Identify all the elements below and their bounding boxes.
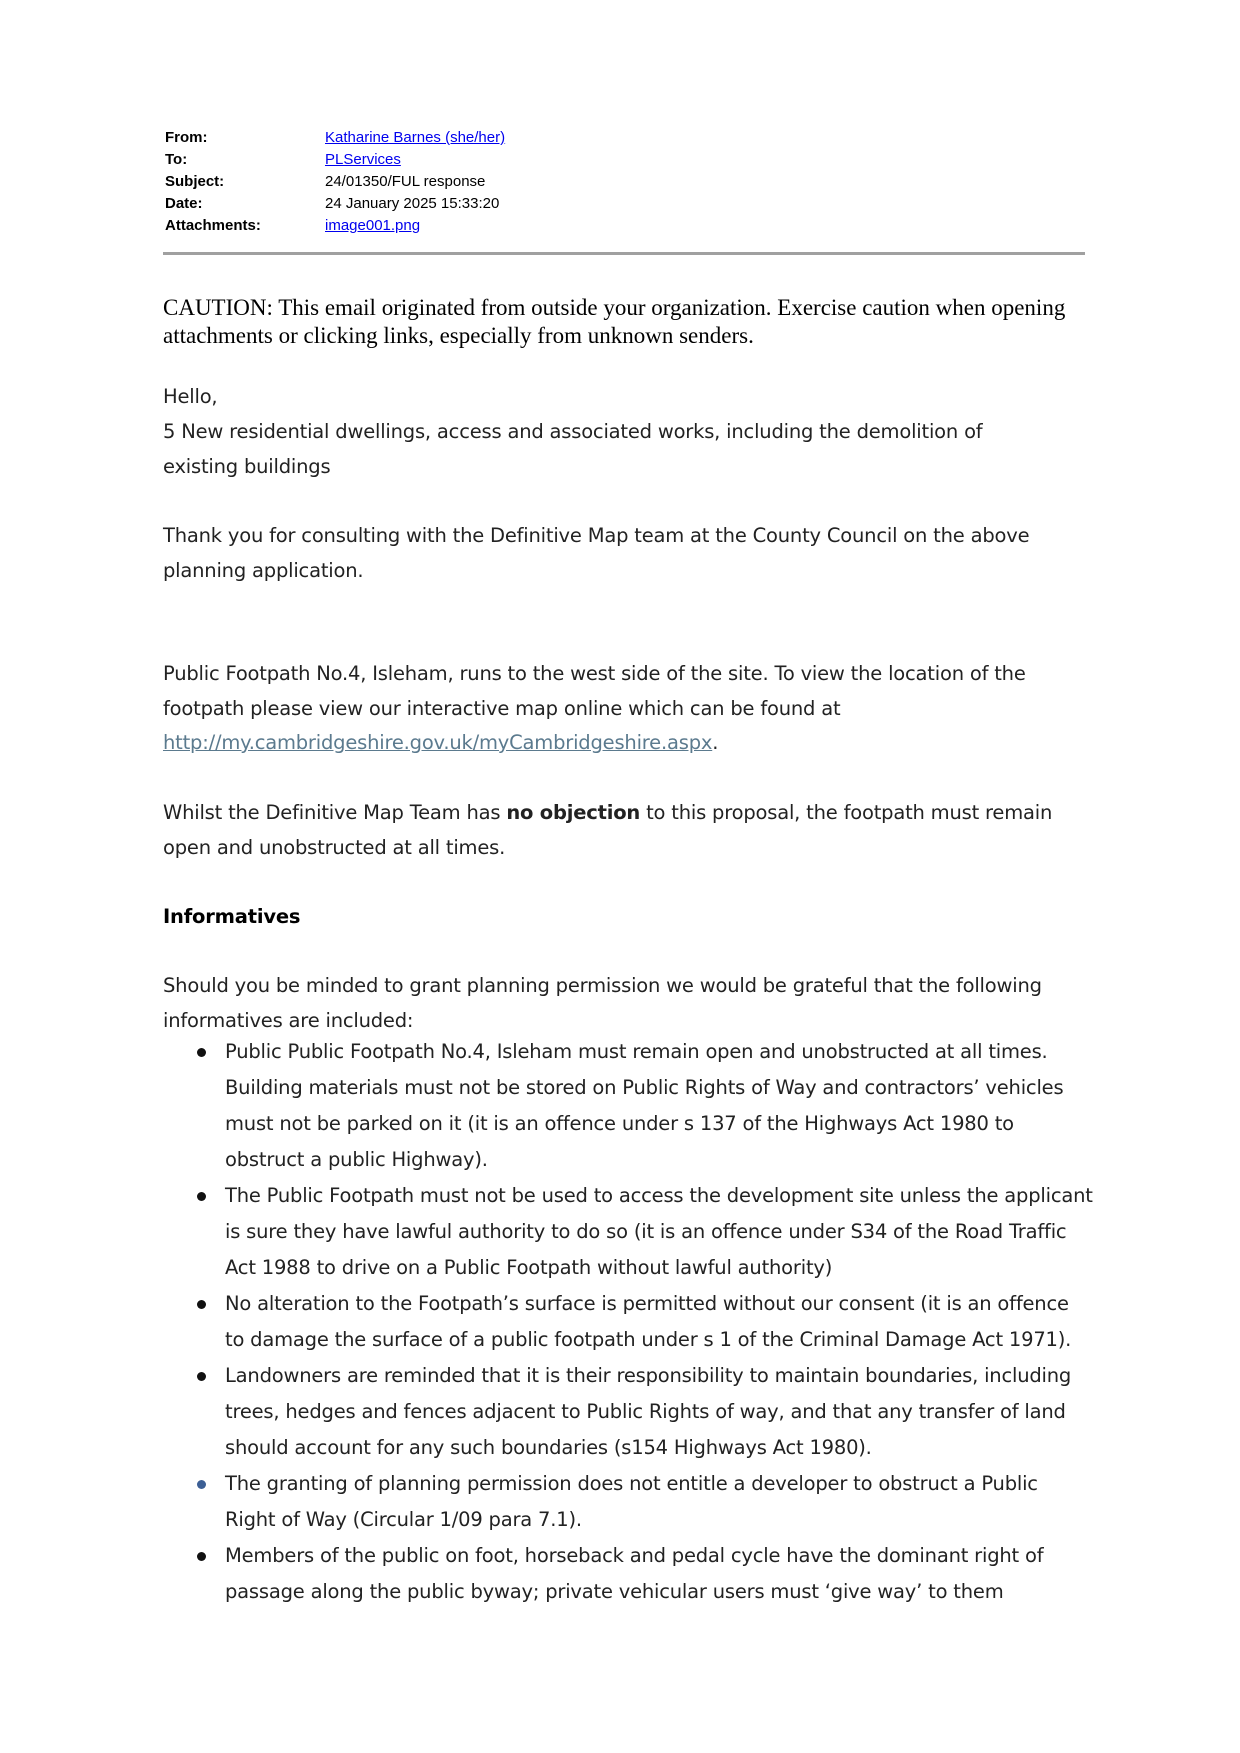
objection-paragraph [163, 796, 1093, 865]
email-header [165, 127, 505, 237]
bullet-icon [197, 1552, 206, 1561]
list-item [163, 1358, 1093, 1466]
date-row [165, 193, 505, 215]
from-label: From: [165, 129, 208, 146]
list-item-text: No alteration to the Footpath’s surface is permitted without our consent (it is an offence to damage the surface of a public footpath under s 1 of the Criminal Damage Act 1971). [225, 1292, 1072, 1351]
proposal-description: 5 New residential dwellings, access and associated works, including the demolition of existing buildings [163, 420, 983, 478]
subject-value: 24/01350/FUL response [325, 173, 486, 190]
list-item-text: Members of the public on foot, horseback and pedal cycle have the dominant right of passage along the public byway; private vehicular users must ‘give way’ to them [225, 1544, 1044, 1603]
informatives-list [163, 1034, 1093, 1610]
url-period: . [712, 731, 719, 754]
attachments-row [165, 215, 505, 237]
attachment-link[interactable]: image001.png [325, 217, 421, 234]
informatives-heading: Informatives [163, 905, 301, 928]
list-item [163, 1538, 1093, 1610]
bullet-icon [197, 1372, 206, 1381]
footpath-paragraph [163, 657, 1093, 761]
list-item [163, 1286, 1093, 1358]
list-item [163, 1178, 1093, 1286]
objection-bold: no objection [506, 801, 641, 824]
subject-row [165, 171, 505, 193]
thanks-paragraph: Thank you for consulting with the Definitive Map team at the County Council on the above planning application. [163, 524, 1030, 582]
greeting: Hello, [163, 385, 218, 408]
subject-label: Subject: [165, 173, 225, 190]
informatives-intro: Should you be minded to grant planning permission we would be grateful that the following informatives are included: [163, 974, 1042, 1032]
list-item-text: Landowners are reminded that it is their responsibility to maintain boundaries, including trees, hedges and fences adjacent to Public Rights of way, and that any transfer of land should account for any such boundaries (s154 Highways Act 1980). [225, 1364, 1072, 1459]
to-link[interactable]: PLServices [325, 151, 401, 168]
list-item-text: Public Public Footpath No.4, Isleham must remain open and unobstructed at all times. Building materials must not be stored on Public Rights of Way and contractors’ vehicles must not be parked on it (it is an offence under s 137 of the Highways Act 1980 to obstruct a public Highway). [225, 1040, 1064, 1171]
header-divider [163, 252, 1085, 255]
to-row [165, 149, 505, 171]
list-item [163, 1034, 1093, 1178]
bullet-icon [197, 1300, 206, 1309]
list-item-text: The Public Footpath must not be used to access the development site unless the applicant is sure they have lawful authority to do so (it is an offence under S34 of the Road Traffic Act 1988 to drive on a Public Footpath without lawful authority) [225, 1184, 1093, 1279]
from-link[interactable]: Katharine Barnes (she/her) [325, 129, 506, 146]
from-row [165, 127, 505, 149]
date-label: Date: [165, 195, 203, 212]
bullet-icon [197, 1192, 206, 1201]
list-item-text: The granting of planning permission does not entitle a developer to obstruct a Public Right of Way (Circular 1/09 para 7.1). [225, 1472, 1038, 1531]
to-label: To: [165, 151, 188, 168]
date-value: 24 January 2025 15:33:20 [325, 195, 500, 212]
footpath-text: Public Footpath No.4, Isleham, runs to the west side of the site. To view the location of the footpath please view our interactive map online which can be found at [163, 662, 1026, 720]
caution-banner: CAUTION: This email originated from outside your organization. Exercise caution when opening attachments or clicking links, especially from unknown senders. [163, 295, 1066, 348]
map-link[interactable]: http://my.cambridgeshire.gov.uk/myCambridgeshire.aspx [163, 731, 713, 754]
objection-post: to this proposal, the footpath must remain open and unobstructed at all times. [163, 801, 1053, 859]
bullet-icon [197, 1048, 206, 1057]
list-item [163, 1466, 1093, 1538]
attachments-label: Attachments: [165, 217, 261, 234]
bullet-icon [197, 1480, 206, 1489]
objection-pre: Whilst the Definitive Map Team has [163, 801, 507, 824]
